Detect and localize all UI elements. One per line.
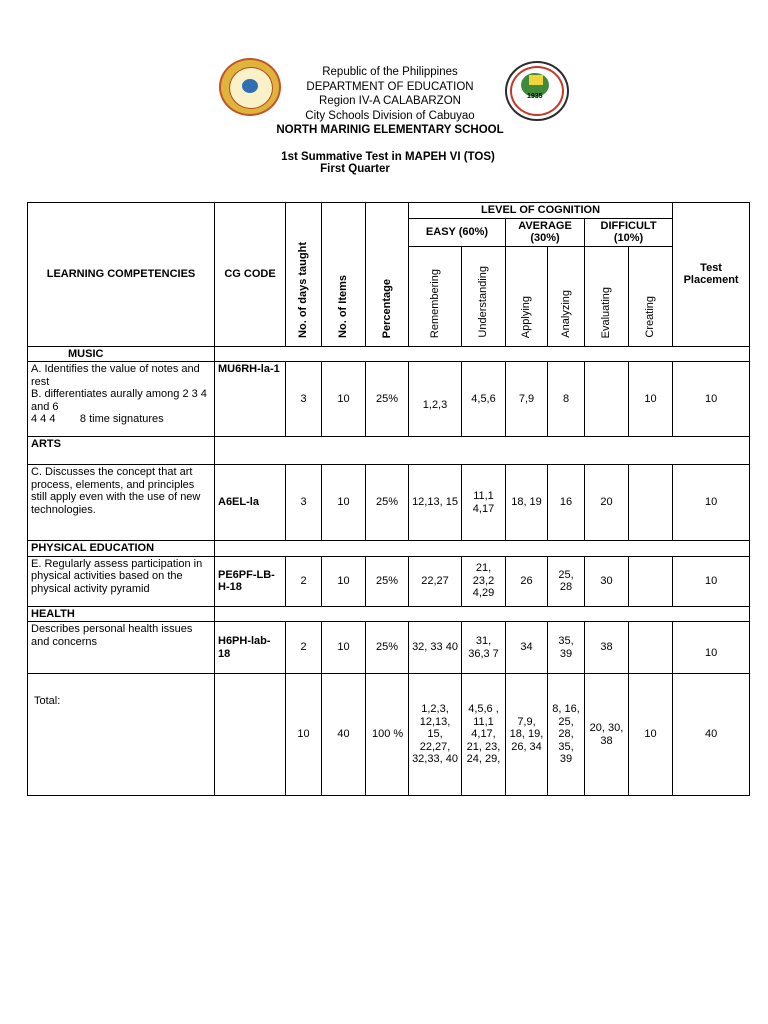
- competency-health: Describes personal health issues and concerns: [28, 622, 215, 674]
- items-arts: 10: [322, 465, 366, 541]
- analyzing-health: 35, 39: [548, 622, 585, 674]
- competency-pe: E. Regularly assess participation in physical activities based on the physical activity pyramid: [28, 556, 215, 606]
- remembering-health: 32, 33 40: [409, 622, 462, 674]
- creating-pe: [629, 556, 673, 606]
- header-applying: Applying: [506, 246, 548, 346]
- placement-health: 10: [673, 622, 750, 674]
- header-department: DEPARTMENT OF EDUCATION: [306, 81, 474, 93]
- test-quarter: First Quarter: [320, 163, 390, 175]
- total-remembering: 1,2,3, 12,13, 15, 22,27, 32,33, 40: [409, 674, 462, 796]
- remembering-pe: 22,27: [409, 556, 462, 606]
- cg-code-pe: PE6PF-LB-H-18: [215, 556, 286, 606]
- section-music-filler: [215, 346, 750, 362]
- cg-code-music: MU6RH-la-1: [215, 362, 286, 437]
- pct-music: 25%: [366, 362, 409, 437]
- evaluating-arts: 20: [585, 465, 629, 541]
- days-arts: 3: [286, 465, 322, 541]
- header-easy: EASY (60%): [409, 218, 506, 246]
- header-learning-competencies: LEARNING COMPETENCIES: [28, 203, 215, 347]
- remembering-music: 1,2,3: [409, 362, 462, 437]
- competency-music-a: A. Identifies the value of notes and rest: [31, 363, 200, 388]
- applying-pe: 26: [506, 556, 548, 606]
- header-creating: Creating: [629, 246, 673, 346]
- items-health: 10: [322, 622, 366, 674]
- competency-music: [28, 362, 215, 437]
- section-pe: PHYSICAL EDUCATION: [28, 541, 215, 557]
- total-pct: 100 %: [366, 674, 409, 796]
- cg-code-arts: A6EL-la: [215, 465, 286, 541]
- header-cg-code: CG CODE: [215, 203, 286, 347]
- section-arts: ARTS: [28, 437, 215, 465]
- total-days: 10: [286, 674, 322, 796]
- pct-pe: 25%: [366, 556, 409, 606]
- pct-health: 25%: [366, 622, 409, 674]
- analyzing-music: 8: [548, 362, 585, 437]
- total-analyzing: 8, 16, 25, 28, 35, 39: [548, 674, 585, 796]
- section-pe-filler: [215, 541, 750, 557]
- total-placement: 40: [673, 674, 750, 796]
- header-school: NORTH MARINIG ELEMENTARY SCHOOL: [276, 124, 504, 136]
- header-remembering: Remembering: [409, 246, 462, 346]
- total-items: 40: [322, 674, 366, 796]
- applying-music: 7,9: [506, 362, 548, 437]
- header-understanding: Understanding: [462, 246, 506, 346]
- items-pe: 10: [322, 556, 366, 606]
- applying-health: 34: [506, 622, 548, 674]
- total-applying: 7,9, 18, 19, 26, 34: [506, 674, 548, 796]
- section-health: HEALTH: [28, 606, 215, 622]
- remembering-arts: 12,13, 15: [409, 465, 462, 541]
- total-understanding: 4,5,6 , 11,1 4,17, 21, 23, 24, 29,: [462, 674, 506, 796]
- section-health-filler: [215, 606, 750, 622]
- total-label: Total:: [28, 674, 215, 796]
- days-health: 2: [286, 622, 322, 674]
- header-days-taught: No. of days taught: [286, 203, 322, 347]
- placement-pe: 10: [673, 556, 750, 606]
- understanding-arts: 11,1 4,17: [462, 465, 506, 541]
- competency-music-b: B. differentiates aurally among 2 3 4 and 6: [31, 388, 207, 413]
- understanding-music: 4,5,6: [462, 362, 506, 437]
- header-republic: Republic of the Philippines: [322, 66, 458, 78]
- days-music: 3: [286, 362, 322, 437]
- header-no-items: No. of Items: [322, 203, 366, 347]
- creating-music: 10: [629, 362, 673, 437]
- header-analyzing: Analyzing: [548, 246, 585, 346]
- placement-arts: 10: [673, 465, 750, 541]
- creating-health: [629, 622, 673, 674]
- applying-arts: 18, 19: [506, 465, 548, 541]
- header-level-of-cognition: LEVEL OF COGNITION: [409, 203, 673, 219]
- header-test-placement: Test Placement: [673, 203, 750, 347]
- header-evaluating: Evaluating: [585, 246, 629, 346]
- days-pe: 2: [286, 556, 322, 606]
- section-arts-filler: [215, 437, 750, 465]
- header-percentage: Percentage: [366, 203, 409, 347]
- evaluating-pe: 30: [585, 556, 629, 606]
- understanding-health: 31, 36,3 7: [462, 622, 506, 674]
- section-music: MUSIC: [28, 346, 215, 362]
- understanding-pe: 21, 23,2 4,29: [462, 556, 506, 606]
- analyzing-arts: 16: [548, 465, 585, 541]
- competency-arts: C. Discusses the concept that art process, elements, and principles still apply even with the use of new technologies.: [28, 465, 215, 541]
- items-music: 10: [322, 362, 366, 437]
- competency-music-c: 4 4 4 8 time signatures: [31, 413, 164, 425]
- header-average: AVERAGE (30%): [506, 218, 585, 246]
- header-region: Region IV-A CALABARZON: [319, 95, 461, 107]
- header-difficult: DIFFICULT (10%): [585, 218, 673, 246]
- evaluating-music: [585, 362, 629, 437]
- test-title: 1st Summative Test in MAPEH VI (TOS): [281, 151, 495, 163]
- tos-table: [27, 202, 750, 796]
- pct-arts: 25%: [366, 465, 409, 541]
- header-division: City Schools Division of Cabuyao: [305, 110, 475, 122]
- total-creating: 10: [629, 674, 673, 796]
- evaluating-health: 38: [585, 622, 629, 674]
- analyzing-pe: 25, 28: [548, 556, 585, 606]
- school-seal-year: 1935: [527, 93, 543, 100]
- cg-code-health: H6PH-lab-18: [215, 622, 286, 674]
- creating-arts: [629, 465, 673, 541]
- total-cg-code: [215, 674, 286, 796]
- placement-music: 10: [673, 362, 750, 437]
- total-evaluating: 20, 30, 38: [585, 674, 629, 796]
